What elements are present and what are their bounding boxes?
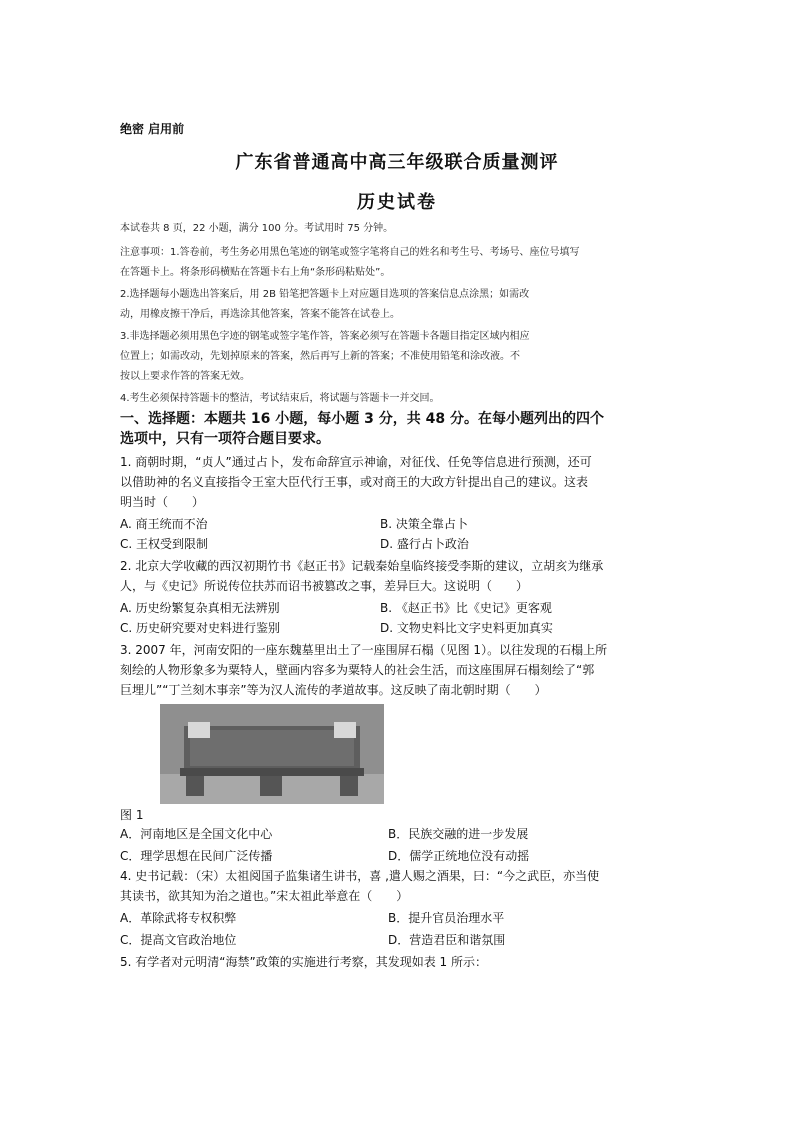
question-3-text: 3. 2007 年，河南安阳的一座东魏墓里出土了一座围屏石榻（见图 1）。以往发现的石榻上所 — [120, 643, 608, 657]
q2-option-a: A. 历史纷繁复杂真相无法辨别 — [120, 601, 280, 615]
notice-line: 按以上要求作答的答案无效。 — [120, 371, 250, 382]
q3-option-d: D．儒学正统地位没有动摇 — [388, 849, 530, 863]
q3-option-c: C．理学思想在民间广泛传播 — [120, 849, 273, 863]
q4-option-b: B．提升官员治理水平 — [388, 911, 505, 925]
question-4-text: 4. 史书记载：（宋）太祖阅国子监集诸生讲书，喜 ,遣人赐之酒果，曰：“今之武臣，亦当使 — [120, 869, 600, 883]
question-3-text: 巨埋儿”“丁兰刻木事亲”等为汉人流传的孝道故事。这反映了南北朝时期（ ） — [120, 683, 547, 697]
q4-option-c: C．提高文官政治地位 — [120, 933, 237, 947]
q3-option-b: B．民族交融的进一步发展 — [388, 827, 529, 841]
exam-title: 广东省普通高中高三年级联合质量测评 — [235, 152, 559, 173]
q3-option-a: A．河南地区是全国文化中心 — [120, 827, 273, 841]
notice-line: 4.考生必须保持答题卡的整洁，考试结束后，将试题与答题卡一并交回。 — [120, 393, 440, 404]
q2-option-c: C. 历史研究要对史料进行鉴别 — [120, 621, 281, 635]
q2-option-d: D. 文物史料比文字史料更加真实 — [380, 621, 553, 635]
question-1-text: 1. 商朝时期，“贞人”通过占卜，发布命辞宣示神谕，对征伐、任免等信息进行预测，还可 — [120, 455, 592, 469]
section-heading: 一、选择题：本题共 16 小题，每小题 3 分，共 48 分。在每小题列出的四个 — [120, 411, 604, 427]
question-3-text: 刻绘的人物形象多为粟特人，壁画内容多为粟特人的社会生活，而这座围屏石榻刻绘了“郭 — [120, 663, 595, 677]
question-1-text: 以借助神的名义直接指令王室大臣代行王事，或对商王的大政方针提出自己的建议。这表 — [120, 475, 589, 489]
notice-line: 2.选择题每小题选出答案后，用 2B 铅笔把答题卡上对应题目选项的答案信息点涂黑；如需改 — [120, 289, 530, 300]
notice-line: 动，用橡皮擦干净后，再选涂其他答案，答案不能答在试卷上。 — [120, 309, 400, 320]
notice-line: 在答题卡上。将条形码横贴在答题卡右上角“条形码粘贴处”。 — [120, 267, 391, 278]
figure-caption: 图 1 — [120, 808, 144, 822]
q1-option-a: A. 商王统而不治 — [120, 517, 208, 531]
q4-option-a: A．革除武将专权积弊 — [120, 911, 237, 925]
question-2-text: 2. 北京大学收藏的西汉初期竹书《赵正书》记载秦始皇临终接受李斯的建议，立胡亥为继承 — [120, 559, 604, 573]
notice-line: 注意事项：1.答卷前，考生务必用黑色笔迹的钢笔或签字笔将自己的姓名和考生号、考场号、座位号填写 — [120, 247, 580, 258]
notice-line: 3.非选择题必须用黑色字迹的钢笔或签字笔作答，答案必须写在答题卡各题目指定区域内相应 — [120, 331, 530, 342]
q1-option-d: D. 盛行占卜政治 — [380, 537, 469, 551]
question-1-text: 明当时（ ） — [120, 495, 205, 509]
q2-option-b: B. 《赵正书》比《史记》更客观 — [380, 601, 552, 615]
question-5-text: 5. 有学者对元明清“海禁”政策的实施进行考察，其发现如表 1 所示： — [120, 955, 487, 969]
q4-option-d: D．营造君臣和谐氛围 — [388, 933, 506, 947]
question-4-text: 其读书，欲其知为治之道也。”宋太祖此举意在（ ） — [120, 889, 409, 903]
q1-option-c: C. 王权受到限制 — [120, 537, 209, 551]
stone-couch-illustration — [160, 704, 384, 804]
q1-option-b: B. 决策全靠占卜 — [380, 517, 468, 531]
subject-title: 历史试卷 — [357, 192, 437, 213]
confidential-mark: 绝密 启用前 — [120, 122, 185, 136]
notice-line: 位置上；如需改动，先划掉原来的答案，然后再写上新的答案；不准使用铅笔和涂改液。不 — [120, 351, 520, 362]
section-heading: 选项中，只有一项符合题目要求。 — [120, 431, 330, 447]
stone-couch-photo — [160, 704, 384, 804]
exam-intro: 本试卷共 8 页，22 小题，满分 100 分。考试用时 75 分钟。 — [120, 223, 394, 234]
question-2-text: 人，与《史记》所说传位扶苏而诏书被篡改之事，差异巨大。这说明（ ） — [120, 579, 529, 593]
